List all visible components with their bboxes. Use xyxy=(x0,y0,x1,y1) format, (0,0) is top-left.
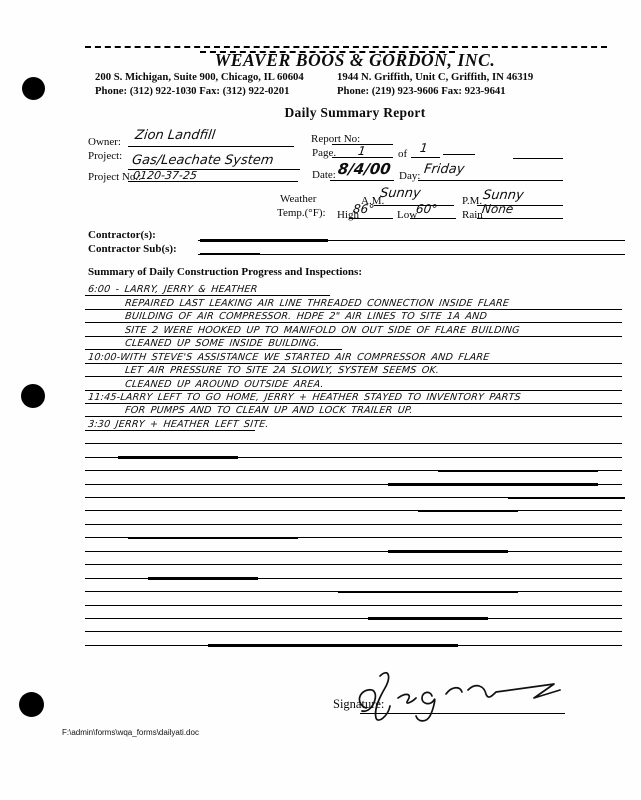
blank-rule-row xyxy=(88,538,625,551)
report-no-label: Report No: xyxy=(311,133,361,145)
page-extra-line xyxy=(443,154,475,155)
griffith-address: 1944 N. Griffith, Unit C, Griffith, IN 46319 xyxy=(337,71,534,83)
summary-entry-row xyxy=(88,296,625,309)
summary-entry-text: REPAIRED LAST LEAKING AIR LINE THREADED CONNECTION INSIDE FLARE xyxy=(124,297,510,309)
temp-high-value: 86° xyxy=(352,202,376,216)
summary-entry-text: CLEANED UP SOME INSIDE BUILDING. xyxy=(124,338,321,350)
summary-heading: Summary of Daily Construction Progress and Inspections: xyxy=(88,266,362,278)
weather-am-value: Sunny xyxy=(379,186,422,201)
company-name: WEAVER BOOS & GORDON, INC. xyxy=(214,50,496,70)
griffith-office xyxy=(337,71,617,98)
summary-entry-text: 3:30 JERRY + HEATHER LEFT SITE. xyxy=(87,418,270,430)
blank-rule-row xyxy=(88,458,625,471)
scan-smudge xyxy=(208,644,458,647)
owner-value: Zion Landfill xyxy=(134,128,217,143)
summary-entry-row xyxy=(88,364,625,377)
low-label: Low xyxy=(397,209,418,221)
page-label: Page. xyxy=(312,147,337,159)
page-total-value: 1 xyxy=(419,141,429,155)
hole-punch-mark xyxy=(21,384,45,408)
contractors-label: Contractor(s): xyxy=(88,229,156,241)
page-value: 1 xyxy=(357,144,367,158)
scan-noise-line xyxy=(85,46,607,48)
summary-lines xyxy=(88,283,625,646)
high-label: High xyxy=(337,209,359,221)
temp-high-line xyxy=(349,218,393,219)
contractor-subs-field-line xyxy=(198,254,625,255)
project-no-label: Project No.: xyxy=(88,171,142,183)
scan-smudge xyxy=(200,253,260,255)
blank-rule-row xyxy=(88,511,625,524)
rain-label: Rain xyxy=(462,209,483,221)
page-total-field-line xyxy=(411,157,440,158)
date-value: 8/4/00 xyxy=(336,160,392,178)
day-value: Friday xyxy=(423,162,466,177)
day-label: Day: xyxy=(399,170,421,182)
file-path: F:\admin\forms\wqa_forms\dailyati.doc xyxy=(62,728,199,737)
chicago-phone: Phone: (312) 922-1030 Fax: (312) 922-0201 xyxy=(95,84,290,97)
blank-rule-row xyxy=(88,498,625,511)
blank-rule-row xyxy=(88,485,625,498)
blank-rule-row xyxy=(88,471,625,484)
signature-scribble xyxy=(350,666,572,724)
weather-pm-value: Sunny xyxy=(482,188,525,203)
am-label: A.M. xyxy=(361,195,385,207)
project-value: Gas/Leachate System xyxy=(131,153,275,168)
pm-label: P.M. xyxy=(462,195,483,207)
hole-punch-mark xyxy=(19,692,44,717)
letterhead xyxy=(95,50,615,71)
temp-label: Temp.(°F): xyxy=(277,207,326,219)
owner-label: Owner: xyxy=(88,136,121,148)
day-field-line xyxy=(418,180,563,181)
chicago-address: 200 S. Michigan, Suite 900, Chicago, IL 60604 xyxy=(95,71,304,83)
blank-rule-row xyxy=(88,619,625,632)
summary-entry-row xyxy=(88,283,625,296)
weather-label: Weather xyxy=(280,193,317,205)
hole-punch-mark xyxy=(22,77,45,100)
project-label: Project: xyxy=(88,150,123,162)
chicago-office xyxy=(95,71,337,98)
page-far-right-line xyxy=(513,158,563,159)
owner-field-line xyxy=(128,146,294,147)
blank-rule-row xyxy=(88,632,625,645)
summary-entry-text: FOR PUMPS AND TO CLEAN UP AND LOCK TRAILER UP. xyxy=(124,405,414,417)
date-field-line xyxy=(330,180,394,181)
signature-label: Signature: xyxy=(333,697,385,711)
blank-rule-row xyxy=(88,606,625,619)
blank-rule-row xyxy=(88,431,625,444)
rain-line xyxy=(477,218,563,219)
summary-entry-row xyxy=(88,404,625,417)
temp-low-value: 60° xyxy=(415,202,439,216)
contractor-subs-label: Contractor Sub(s): xyxy=(88,243,177,255)
temp-low-line xyxy=(410,218,456,219)
summary-entry-text: CLEANED UP AROUND OUTSIDE AREA. xyxy=(124,378,325,390)
summary-entry-text: SITE 2 WERE HOOKED UP TO MANIFOLD ON OUT SIDE OF FLARE BUILDING xyxy=(124,324,521,336)
summary-entry-row xyxy=(88,337,625,350)
page-of-label: of xyxy=(398,148,408,160)
summary-entry-text: 10:00-WITH STEVE'S ASSISTANCE WE STARTED AIR COMPRESSOR AND FLARE xyxy=(87,351,491,363)
blank-rule-row xyxy=(88,525,625,538)
page-field-line xyxy=(332,157,393,158)
summary-entry-text: 11:45-LARRY LEFT TO GO HOME, JERRY + HEATHER STAYED TO INVENTORY PARTS xyxy=(87,391,522,403)
summary-entry-row xyxy=(88,350,625,363)
blank-rule-row xyxy=(88,579,625,592)
blank-rule-row xyxy=(88,444,625,457)
date-label: Date: xyxy=(312,169,336,181)
scan-smudge xyxy=(200,239,328,242)
blank-rule-row xyxy=(88,565,625,578)
company-addresses xyxy=(95,71,617,98)
blank-rule-row xyxy=(88,592,625,605)
summary-entry-row xyxy=(88,377,625,390)
summary-entry-text: LET AIR PRESSURE TO SITE 2A SLOWLY, SYSTEM SEEMS OK. xyxy=(124,365,440,377)
summary-entry-row xyxy=(88,391,625,404)
summary-entry-text: 6:00 - LARRY, JERRY & HEATHER xyxy=(87,284,259,296)
weather-am-line xyxy=(374,205,454,206)
summary-entry-text: BUILDING OF AIR COMPRESSOR. HDPE 2" AIR LINES TO SITE 1A AND xyxy=(124,311,488,323)
rain-value: None xyxy=(481,202,515,216)
summary-entry-row xyxy=(88,310,625,323)
report-title: Daily Summary Report xyxy=(284,105,426,120)
project-no-value: 0120-37-25 xyxy=(132,169,198,182)
summary-entry-row xyxy=(88,323,625,336)
project-no-field-line xyxy=(128,181,298,182)
report-title-wrap xyxy=(95,104,615,122)
summary-entry-row xyxy=(88,417,625,430)
griffith-phone: Phone: (219) 923-9606 Fax: 923-9641 xyxy=(337,84,506,97)
blank-rule-row xyxy=(88,552,625,565)
